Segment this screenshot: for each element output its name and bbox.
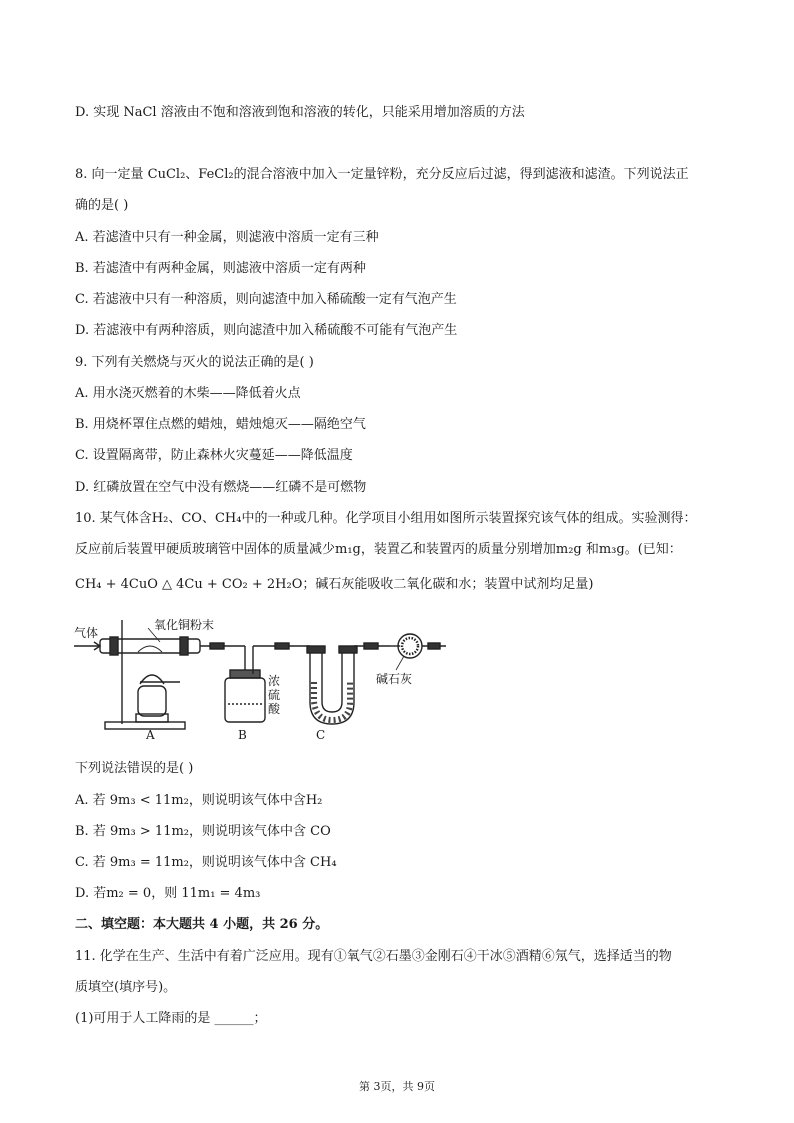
copper-oxide-label: 氧化铜粉末: [154, 618, 215, 632]
q9-option-d: D. 红磷放置在空气中没有燃烧——红磷不是可燃物: [75, 480, 367, 495]
q7-option-d: D. 实现 NaCl 溶液由不饱和溶液到饱和溶液的转化，只能采用增加溶质的方法: [75, 105, 525, 120]
page-footer: 第 3页，共 9页: [359, 1080, 435, 1093]
q10-option-b: B. 若 9m₃ > 11m₂，则说明该气体中含 CO: [75, 824, 331, 839]
q9-option-c: C. 设置隔离带，防止森林火灾蔓延——降低温度: [75, 448, 353, 463]
q10-option-d: D. 若m₂ = 0，则 11m₁ = 4m₃: [75, 886, 261, 901]
label-c: C: [316, 728, 326, 742]
q9-option-a: A. 用水浇灭燃着的木柴——降低着火点: [75, 386, 301, 401]
apparatus-diagram: [70, 612, 470, 744]
q10-stem: 10. 某气体含H₂、CO、CH₄中的一种或几种。化学项目小组用如图所示装置探究该气体的组成。实验测得：: [75, 511, 697, 526]
q8-option-c: C. 若滤液中只有一种溶质，则向滤渣中加入稀硫酸一定有气泡产生: [75, 292, 457, 307]
sulfuric-acid-label: 浓硫酸: [268, 674, 281, 716]
q8-option-d: D. 若滤液中有两种溶质，则向滤渣中加入稀硫酸不可能有气泡产生: [75, 323, 458, 338]
section-2-heading: 二、填空题：本大题共 4 小题，共 26 分。: [75, 917, 329, 932]
q10-stem-cont: 反应前后装置甲硬质玻璃管中固体的质量减少m₁g，装置乙和装置丙的质量分别增加m₂g 和m₃g。(已知：: [75, 542, 682, 557]
q11-part-1: (1)可用于人工降雨的是 ______；: [75, 1011, 267, 1026]
gas-label: 气体: [74, 626, 99, 640]
q8-stem: 8. 向一定量 CuCl₂、FeCl₂的混合溶液中加入一定量锌粉，充分反应后过滤，得到滤液和滤渣。下列说法正: [75, 167, 689, 182]
soda-lime-label: 碱石灰: [376, 672, 413, 686]
q9-option-b: B. 用烧杯罩住点燃的蜡烛，蜡烛熄灭——隔绝空气: [75, 417, 366, 432]
q8-stem-cont: 确的是( ): [75, 198, 129, 213]
q9-stem: 9. 下列有关燃烧与灭火的说法正确的是( ): [75, 355, 314, 370]
q11-stem: 11. 化学在生产、生活中有着广泛应用。现有①氧气②石墨③金刚石④干冰⑤酒精⑥氖气，选择适当的物: [75, 949, 672, 964]
label-a: A: [146, 728, 155, 742]
q11-stem-cont: 质填空(填序号)。: [75, 980, 177, 995]
label-b: B: [238, 728, 247, 742]
q10-option-c: C. 若 9m₃ = 11m₂，则说明该气体中含 CH₄: [75, 855, 337, 870]
q8-option-b: B. 若滤渣中有两种金属，则滤液中溶质一定有两种: [75, 261, 366, 276]
q8-option-a: A. 若滤渣中只有一种金属，则滤液中溶质一定有三种: [75, 230, 379, 245]
q10-equation: CH₄ + 4CuO △ 4Cu + CO₂ + 2H₂O；碱石灰能吸收二氧化碳和水；装置中试剂均足量): [75, 577, 594, 592]
q10-option-a: A. 若 9m₃ < 11m₂，则说明该气体中含H₂: [75, 793, 323, 808]
q10-ask: 下列说法错误的是( ): [75, 761, 194, 776]
